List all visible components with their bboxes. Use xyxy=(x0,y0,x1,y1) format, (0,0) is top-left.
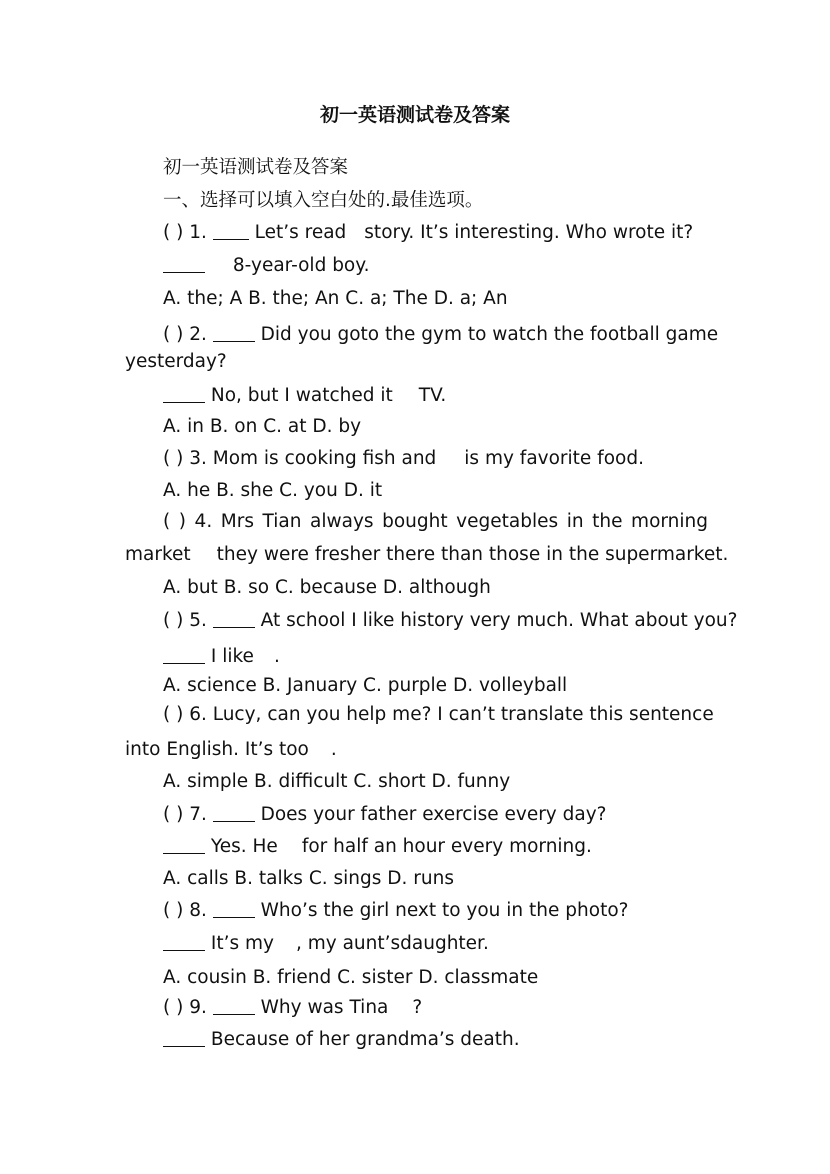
answer-blank xyxy=(163,1030,205,1047)
answer-blank xyxy=(163,256,205,273)
q7-text-2: Yes. He xyxy=(205,836,278,857)
answer-blank xyxy=(213,325,255,342)
answer-blank xyxy=(163,647,205,664)
question-4-line-2 xyxy=(125,543,729,567)
q5-text-1: At school I like history very much. What about you? xyxy=(254,610,738,631)
q8-text-2: It’s my xyxy=(205,933,274,954)
q9-text-2: ? xyxy=(412,997,423,1018)
answer-blank xyxy=(213,223,249,240)
question-7 xyxy=(163,803,708,827)
q7-text-1: Does your father exercise every day? xyxy=(254,804,607,825)
question-7-line-2 xyxy=(163,835,708,859)
question-2-line-2: yesterday? xyxy=(125,351,227,372)
answer-blank xyxy=(213,611,255,628)
question-8-line-2 xyxy=(163,932,708,956)
q2-text-1: Did you goto the gym to watch the football game xyxy=(254,324,719,345)
q7-number: ( ) 7. xyxy=(163,804,213,825)
subtitle: 初一英语测试卷及答案 xyxy=(163,157,349,178)
q1-number: ( ) 1. xyxy=(163,222,213,243)
answer-blank xyxy=(163,837,205,854)
q5-options: A. science B. January C. purple D. volleyball xyxy=(163,675,568,696)
question-9 xyxy=(163,996,708,1020)
q4-text-2: they were fresher there than those in the supermarket. xyxy=(216,544,729,565)
q1-text-3: 8-year-old boy. xyxy=(227,255,370,276)
q5-text-3: . xyxy=(273,646,280,667)
q9-text-1: Why was Tina xyxy=(254,997,389,1018)
q7-text-3: for half an hour every morning. xyxy=(301,836,592,857)
question-4: ( ) 4. Mrs Tian always bought vegetables in the morning xyxy=(163,511,708,532)
question-2 xyxy=(163,323,719,347)
q8-options: A. cousin B. friend C. sister D. classmate xyxy=(163,967,539,988)
q6-text-2: . xyxy=(330,739,337,760)
question-8 xyxy=(163,899,708,923)
q2-options: A. in B. on C. at D. by xyxy=(163,416,362,437)
q1-text-2: story. It’s interesting. Who wrote it? xyxy=(364,222,694,243)
question-3 xyxy=(163,447,708,471)
question-9-line-2 xyxy=(163,1028,708,1052)
q4-text-1: market xyxy=(125,544,191,565)
q1-options: A. the; A B. the; An C. a; The D. a; An xyxy=(163,288,508,309)
q7-options: A. calls B. talks C. sings D. runs xyxy=(163,868,454,889)
q3-text-1: ( ) 3. Mom is cooking fish and xyxy=(163,448,437,469)
answer-blank xyxy=(213,901,255,918)
answer-blank xyxy=(163,934,205,951)
q8-text-1: Who’s the girl next to you in the photo? xyxy=(254,900,629,921)
q1-text-1: Let’s read xyxy=(248,222,347,243)
question-6-line-2 xyxy=(125,738,670,762)
q2-number: ( ) 2. xyxy=(163,324,213,345)
q9-number: ( ) 9. xyxy=(163,997,213,1018)
q8-text-3: , my aunt’sdaughter. xyxy=(295,933,489,954)
page-title: 初一英语测试卷及答案 xyxy=(319,104,510,126)
question-5-line-2 xyxy=(163,645,708,669)
q6-options: A. simple B. difficult C. short D. funny xyxy=(163,771,511,792)
q2-text-2: No, but I watched it xyxy=(205,385,393,406)
answer-blank xyxy=(213,998,255,1015)
q5-text-2: I like xyxy=(205,646,254,667)
answer-blank xyxy=(213,805,255,822)
q3-options: A. he B. she C. you D. it xyxy=(163,480,383,501)
q5-number: ( ) 5. xyxy=(163,610,213,631)
q3-text-2: is my favorite food. xyxy=(464,448,644,469)
q8-number: ( ) 8. xyxy=(163,900,213,921)
q4-options: A. but B. so C. because D. although xyxy=(163,577,491,598)
question-1-line-2 xyxy=(163,254,708,278)
question-5 xyxy=(163,609,738,633)
answer-blank xyxy=(163,386,205,403)
q2-text-3: TV. xyxy=(418,385,447,406)
question-2-line-3 xyxy=(163,384,708,408)
question-6: ( ) 6. Lucy, can you help me? I can’t translate this sentence xyxy=(163,704,714,725)
q6-text-1: into English. It’s too xyxy=(125,739,309,760)
section-heading: 一、选择可以填入空白处的.最佳选项。 xyxy=(163,190,484,211)
q9-text-3: Because of her grandma’s death. xyxy=(205,1029,520,1050)
question-1 xyxy=(163,221,708,245)
